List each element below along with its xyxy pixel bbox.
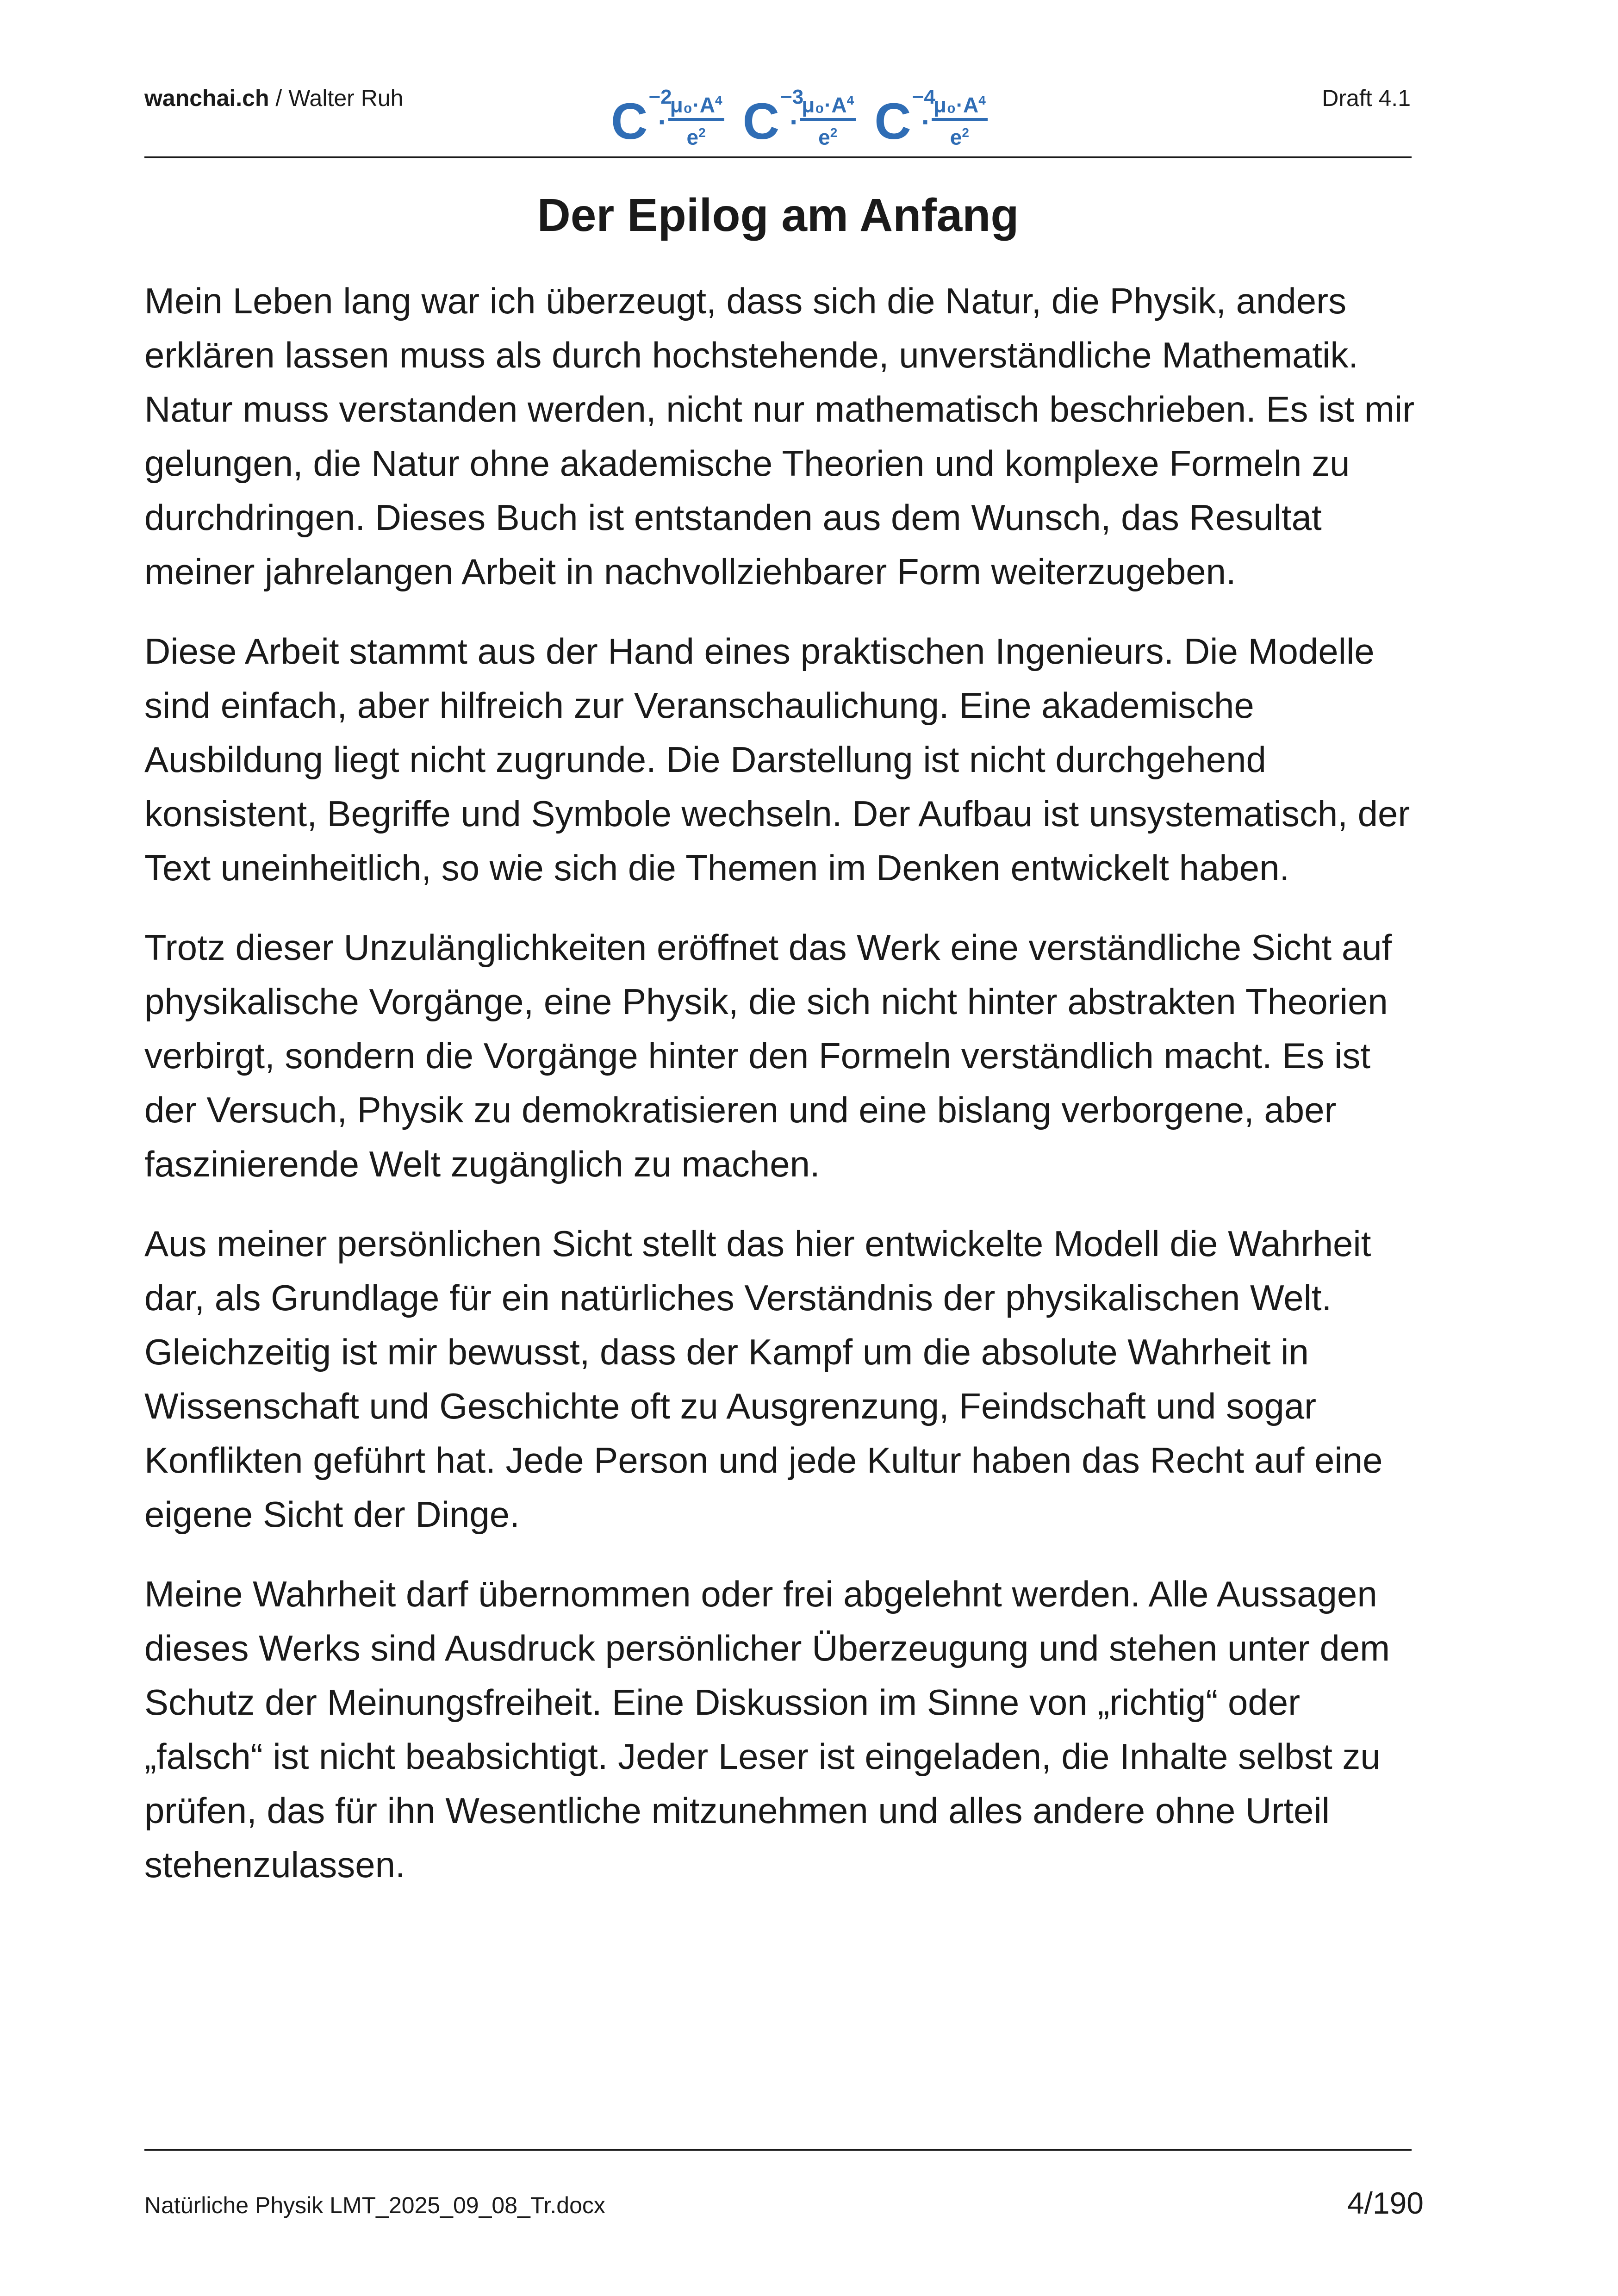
logo-exponent: −2 — [648, 86, 672, 108]
logo-numerator: $\mu_0\cdot A^4$ — [668, 89, 724, 121]
formula-logo — [611, 83, 995, 157]
logo-formula-3 — [874, 83, 988, 157]
paragraph: Mein Leben lang war ich überzeugt, dass sich die Natur, die Physik, anders erklären lassen muss als durch hochstehende, unverständliche Mathematik. Natur muss verstanden werden, nicht nur mathematisch beschrieben. Es ist mir gelungen, die Natur ohne akademische Theorien und komplexe Formeln zu durchdringen. Dieses Buch ist entstanden aus dem Wunsch, das Resultat meiner jahrelangen Arbeit in nachvollziehbarer Form weiterzugeben. — [144, 280, 1415, 592]
footer-filename: Natürliche Physik LMT_2025_09_08_Tr.docx — [144, 2192, 605, 2218]
logo-exponent: −4 — [912, 86, 935, 108]
page-title: Der Epilog am Anfang — [537, 189, 1019, 241]
author-name: Walter Ruh — [288, 85, 404, 111]
logo-dot: · — [921, 106, 931, 137]
footer-rule — [144, 2149, 1412, 2151]
logo-dot: · — [658, 106, 667, 137]
header-source — [144, 84, 403, 112]
logo-base: C — [874, 93, 911, 150]
paragraph: Diese Arbeit stammt aus der Hand eines praktischen Ingenieurs. Die Modelle sind einfach, aber hilfreich zur Veranschaulichung. Eine akademische Ausbildung liegt nicht zugrunde. Die Darstellung ist nicht durchgehend konsistent, Begriffe und Symbole wechseln. Der Aufbau ist unsystematisch, der Text uneinheitlich, so wie sich die Themen im Denken entwickelt haben. — [144, 631, 1410, 888]
page-number: 4/190 — [1347, 2186, 1424, 2220]
logo-denominator: $e^2$ — [686, 125, 706, 149]
logo-dot: · — [790, 106, 799, 137]
paragraph: Meine Wahrheit darf übernommen oder frei abgelehnt werden. Alle Aussagen dieses Werks sind Ausdruck persönlicher Überzeugung und stehen unter dem Schutz der Meinungsfreiheit. Eine Diskussion im Sinne von „richtig“ oder „falsch“ ist nicht beabsichtigt. Jeder Leser ist eingeladen, die Inhalte selbst zu prüfen, das für ihn Wesentliche mitzunehmen und alles andere ohne Urteil stehenzulassen. — [144, 1574, 1390, 1885]
logo-exponent: −3 — [780, 86, 804, 108]
logo-fraction — [668, 89, 724, 149]
paragraph: Aus meiner persönlichen Sicht stellt das hier entwickelte Modell die Wahrheit dar, als Grundlage für ein natürliches Verständnis der physikalischen Welt. Gleichzeitig ist mir bewusst, dass der Kampf um die absolute Wahrheit in Wissenschaft und Geschichte oft zu Ausgrenzung, Feindschaft und sogar Konflikten geführt hat. Jede Person und jede Kultur haben das Recht auf eine eigene Sicht der Dinge. — [144, 1223, 1383, 1535]
logo-numerator: $\mu_0\cdot A^4$ — [932, 89, 988, 121]
logo-formula-1 — [611, 83, 724, 157]
logo-fraction — [932, 89, 988, 149]
logo-denominator: $e^2$ — [818, 125, 838, 149]
paragraph: Trotz dieser Unzulänglichkeiten eröffnet das Werk eine verständliche Sicht auf physikalische Vorgänge, eine Physik, die sich nicht hinter abstrakten Theorien verbirgt, sondern die Vorgänge hinter den Formeln verständlich macht. Es ist der Versuch, Physik zu demokratisieren und eine bislang verborgene, aber faszinierende Welt zugänglich zu machen. — [144, 927, 1392, 1184]
site-name[interactable]: wanchai.ch — [144, 85, 269, 111]
logo-base: C — [742, 93, 780, 150]
logo-denominator: $e^2$ — [950, 125, 969, 149]
header-separator: / — [269, 85, 289, 111]
header-rule — [144, 156, 1412, 158]
logo-formula-2 — [743, 83, 856, 157]
logo-fraction — [800, 89, 856, 149]
draft-label: Draft 4.1 — [1322, 85, 1411, 111]
body-text — [144, 274, 1422, 1917]
logo-numerator: $\mu_0\cdot A^4$ — [800, 89, 856, 121]
logo-base: C — [611, 93, 648, 150]
